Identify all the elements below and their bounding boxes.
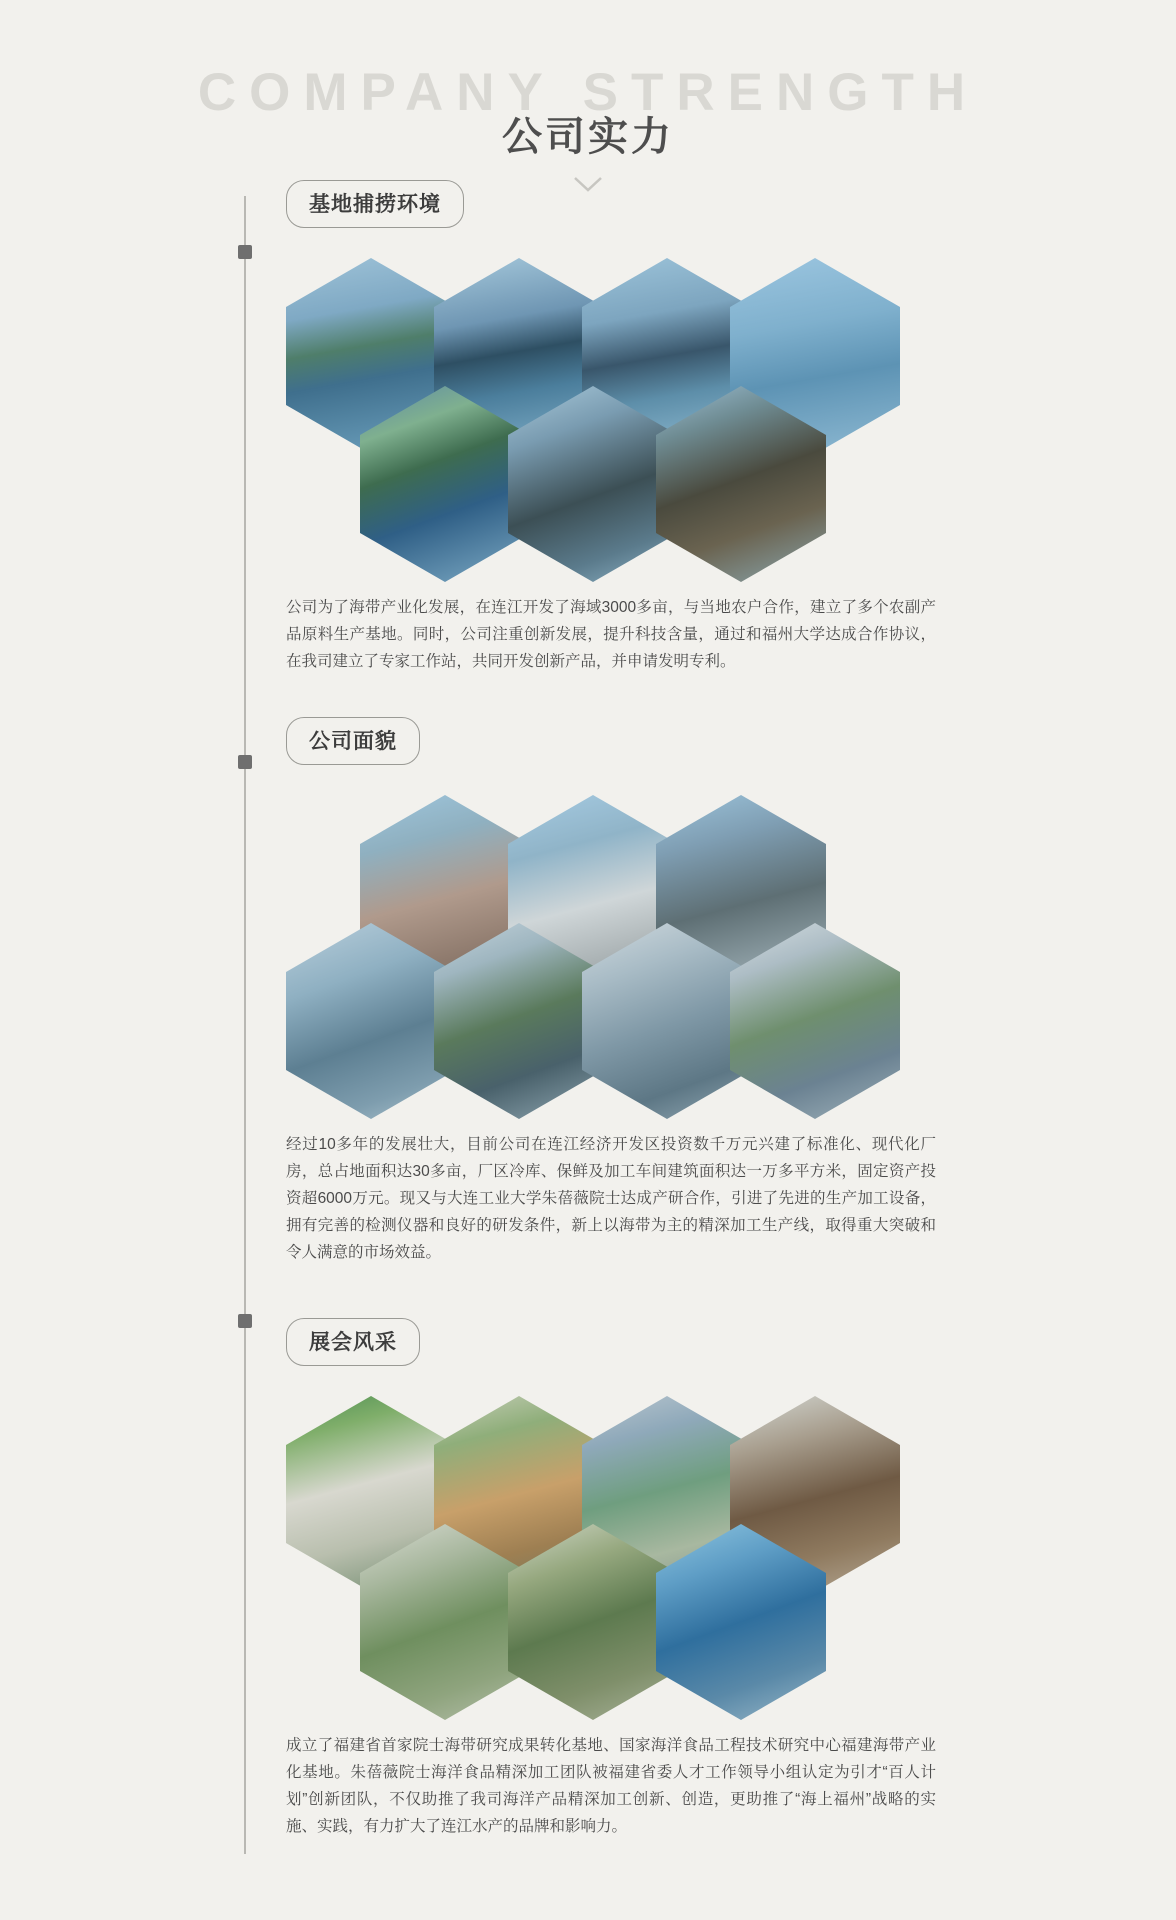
section-company-appearance: [0, 717, 1176, 1266]
section-base-fishing-environment: [0, 180, 1176, 675]
section-description-exhibition: 成立了福建省首家院士海带研究成果转化基地、国家海洋食品工程技术研究中心福建海带产业化基地。朱蓓薇院士海洋食品精深加工团队被福建省委人才工作领导小组认定为引才“百人计划”创新团队，不仅助推了我司海洋产品精深加工创新、创造，更助推了“海上福州”战略的实施、实践，有力扩大了连江水产的品牌和影响力。: [286, 1737, 936, 1835]
header-background-text: COMPANY STRENGTH: [197, 63, 979, 122]
page-title: 公司实力: [502, 115, 674, 159]
section-label-base-fishing-environment: 基地捕捞环境: [286, 180, 464, 228]
photo-gallery-exhibition: [0, 1384, 1176, 1714]
section-exhibition: [0, 1318, 1176, 1840]
section-label-company-appearance: 公司面貌: [286, 717, 420, 765]
section-description-company-appearance: 经过10多年的发展壮大，目前公司在连江经济开发区投资数千万元兴建了标准化、现代化厂房，总占地面积达30多亩，厂区冷库、保鲜及加工车间建筑面积达一万多平方米，固定资产投资超6000万元。现又与大连工业大学朱蓓薇院士达成产研合作，引进了先进的生产加工设备，拥有完善的检测仪器和良好的研发条件，新上以海带为主的精深加工生产线，取得重大突破和令人满意的市场效益。: [286, 1136, 936, 1261]
photo-gallery-company-appearance: [0, 783, 1176, 1113]
section-description-base-fishing-environment: 公司为了海带产业化发展，在连江开发了海域3000多亩，与当地农户合作，建立了多个农副产品原料生产基地。同时，公司注重创新发展，提升科技含量，通过和福州大学达成合作协议，在我司建立了专家工作站，共同开发创新产品，并申请发明专利。: [286, 599, 936, 670]
photo-gallery-base-fishing-environment: [0, 246, 1176, 576]
page-header: [0, 0, 1176, 180]
section-label-exhibition: 展会风采: [286, 1318, 420, 1366]
